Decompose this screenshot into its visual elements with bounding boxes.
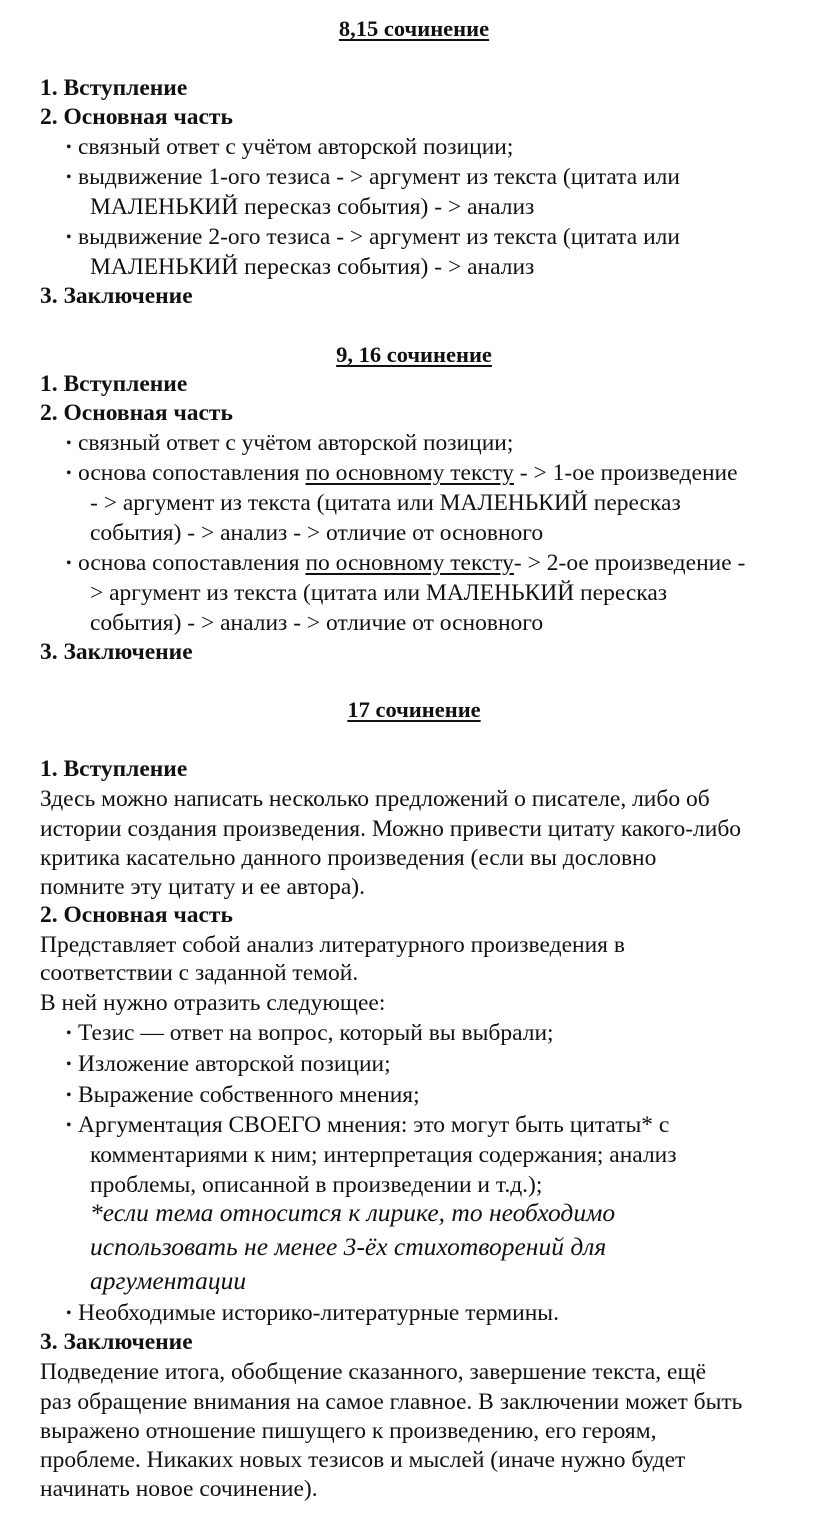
- paragraph-line: раз обращение внимания на самое главное. В заключении может быть: [40, 1389, 743, 1415]
- main-part-heading: 2. Основная часть: [40, 902, 233, 928]
- list-item-text: основа сопоставления: [78, 550, 306, 576]
- bullet-icon: •: [66, 169, 72, 186]
- list-item-continuation: МАЛЕНЬКИЙ пересказ события) - > анализ: [90, 194, 535, 220]
- list-item-text: выдвижение 2-ого тезиса - > аргумент из текста (цитата или: [78, 224, 680, 250]
- bullet-icon: •: [66, 555, 72, 572]
- list-item-text: связный ответ с учётом авторской позиции;: [78, 430, 514, 456]
- paragraph-line: выражено отношение пишущего к произведению, его героям,: [40, 1418, 657, 1444]
- list-item-continuation: - > аргумент из текста (цитата или МАЛЕНЬКИЙ пересказ: [90, 490, 681, 516]
- list-item-text: основа сопоставления: [78, 460, 306, 486]
- list-item-continuation: события) - > анализ - > отличие от основного: [90, 520, 544, 546]
- list-item-text: Изложение авторской позиции;: [78, 1051, 391, 1077]
- list-item-text: выдвижение 1-ого тезиса - > аргумент из текста (цитата или: [78, 164, 680, 190]
- list-item: [66, 428, 513, 459]
- section-heading-17: 17 сочинение: [347, 697, 481, 722]
- list-item: [66, 458, 738, 489]
- paragraph-line: Подведение итога, обобщение сказанного, завершение текста, ещё: [40, 1359, 707, 1385]
- list-item: [66, 1298, 559, 1329]
- list-item-text: связный ответ с учётом авторской позиции;: [78, 134, 514, 160]
- list-item: [66, 222, 680, 253]
- list-item: [66, 1080, 420, 1111]
- conclusion-heading: 3. Заключение: [40, 283, 193, 309]
- paragraph-line: Представляет собой анализ литературного произведения в: [40, 932, 625, 958]
- bullet-icon: •: [66, 1087, 72, 1104]
- list-item-text: - > 2-ое произведение -: [513, 550, 746, 576]
- list-item: [66, 132, 513, 163]
- section-heading-8-15: 8,15 сочинение: [338, 16, 490, 41]
- bullet-icon: •: [66, 1305, 72, 1322]
- list-item-continuation: > аргумент из текста (цитата или МАЛЕНЬКИЙ пересказ: [90, 580, 668, 606]
- conclusion-heading: 3. Заключение: [40, 639, 193, 665]
- bullet-icon: •: [66, 139, 72, 156]
- list-item-continuation: комментариями к ним; интерпретация содержания; анализ: [90, 1142, 677, 1168]
- underlined-text: по основному тексту: [305, 460, 514, 486]
- paragraph-line: начинать новое сочинение).: [40, 1476, 318, 1502]
- paragraph-line: помните эту цитату и ее автора).: [40, 874, 365, 900]
- section-heading-9-16: 9, 16 сочинение: [336, 342, 492, 367]
- list-item-continuation: проблемы, описанной в произведении и т.д.);: [90, 1172, 543, 1198]
- lyric-note: *если тема относится к лирике, то необходимо: [90, 1198, 616, 1227]
- list-item: [66, 1018, 554, 1049]
- list-item: [66, 1110, 669, 1141]
- lyric-note: использовать не менее 3-ёх стихотворений для: [90, 1232, 607, 1261]
- paragraph-line: соответствии с заданной темой.: [40, 960, 359, 986]
- underlined-text: по основному тексту: [305, 550, 514, 576]
- list-item: [66, 1049, 391, 1080]
- bullet-icon: •: [66, 465, 72, 482]
- list-item: [66, 548, 745, 579]
- list-item-text: Тезис — ответ на вопрос, который вы выбрали;: [78, 1020, 554, 1046]
- list-item-continuation: МАЛЕНЬКИЙ пересказ события) - > анализ: [90, 254, 535, 280]
- list-item-text: Необходимые историко-литературные термины.: [78, 1300, 559, 1326]
- main-part-heading: 2. Основная часть: [40, 104, 233, 130]
- paragraph-line: критика касательно данного произведения (если вы дословно: [40, 845, 657, 871]
- main-part-heading: 2. Основная часть: [40, 400, 233, 426]
- list-item-text: - > 1-ое произведение: [513, 460, 738, 486]
- paragraph-line: Здесь можно написать несколько предложений о писателе, либо об: [40, 786, 710, 812]
- intro-heading: 1. Вступление: [40, 75, 188, 101]
- bullet-icon: •: [66, 1025, 72, 1042]
- bullet-icon: •: [66, 1056, 72, 1073]
- bullet-icon: •: [66, 1117, 72, 1134]
- paragraph-line: В ней нужно отразить следующее:: [40, 990, 386, 1016]
- paragraph-line: истории создания произведения. Можно привести цитату какого-либо: [40, 816, 742, 842]
- bullet-icon: •: [66, 435, 72, 452]
- list-item-text: Выражение собственного мнения;: [78, 1082, 420, 1108]
- intro-heading: 1. Вступление: [40, 371, 188, 397]
- paragraph-line: проблеме. Никаких новых тезисов и мыслей (иначе нужно будет: [40, 1447, 686, 1473]
- lyric-note: аргументации: [90, 1266, 247, 1295]
- list-item-text: Аргументация СВОЕГО мнения: это могут быть цитаты* с: [78, 1112, 670, 1138]
- conclusion-heading: 3. Заключение: [40, 1329, 193, 1355]
- list-item-continuation: события) - > анализ - > отличие от основного: [90, 610, 544, 636]
- bullet-icon: •: [66, 229, 72, 246]
- intro-heading: 1. Вступление: [40, 756, 188, 782]
- list-item: [66, 162, 680, 193]
